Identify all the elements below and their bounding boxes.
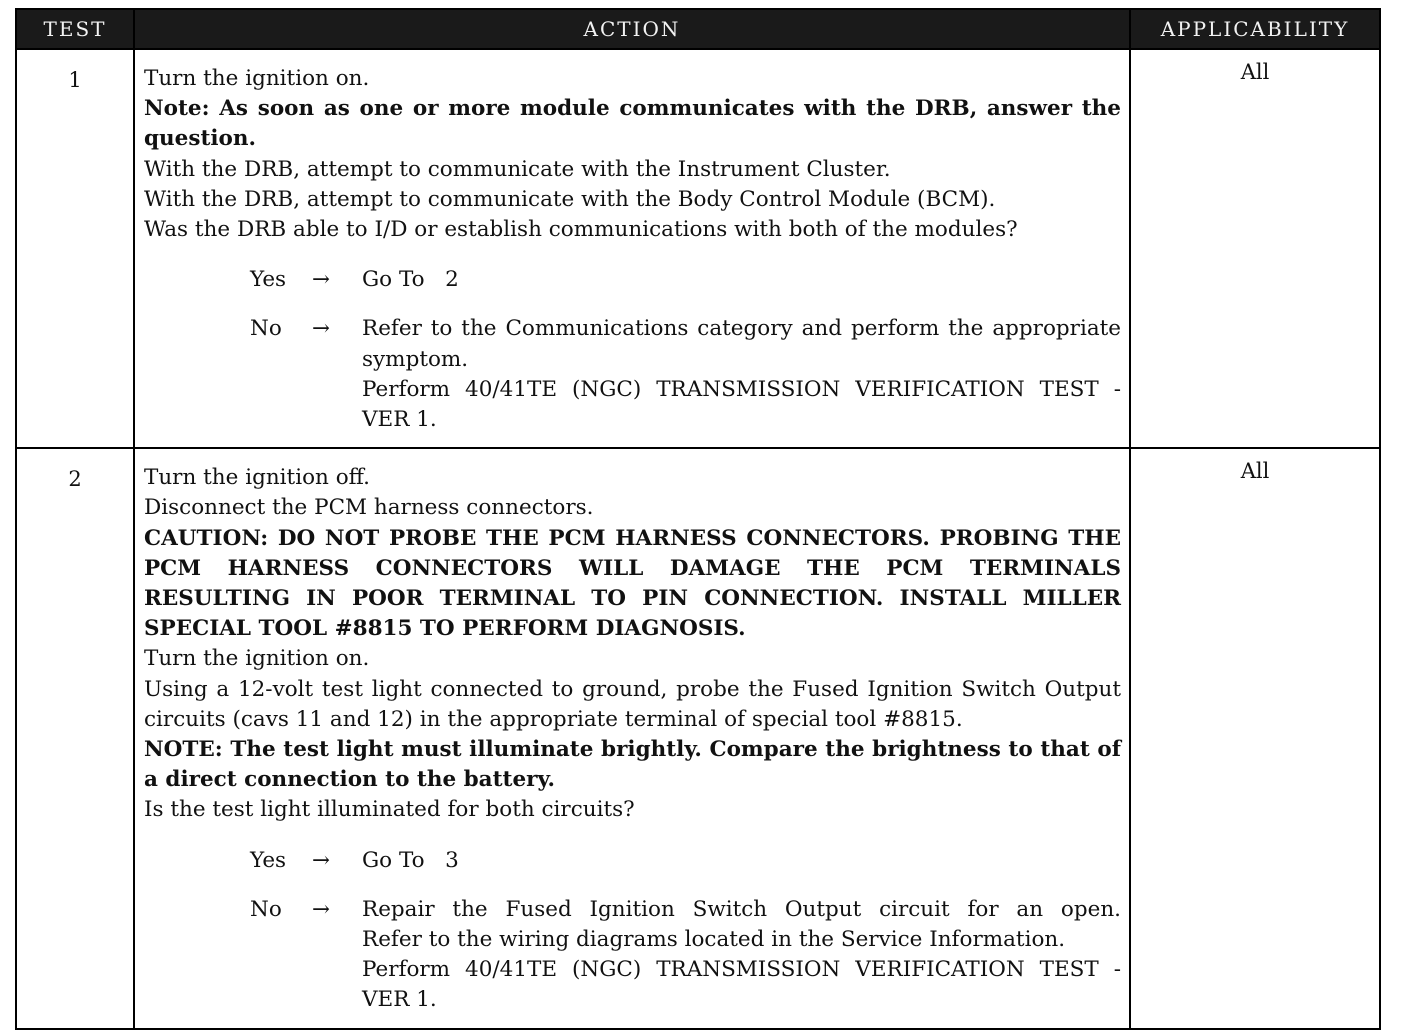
action-line: Turn the ignition off. bbox=[144, 465, 370, 491]
arrow-icon: → bbox=[312, 316, 331, 342]
header-action: ACTION bbox=[134, 9, 1130, 49]
yes-branch bbox=[250, 265, 1121, 295]
yes-label: Yes bbox=[250, 267, 287, 293]
no-label: No bbox=[250, 896, 282, 922]
diagnostic-test-table bbox=[15, 8, 1381, 1030]
no-result-text: Refer to the Communications category and perform the appropriate symptom. bbox=[362, 316, 1121, 372]
no-result-text: Repair the Fused Ignition Switch Output circuit for an open. bbox=[362, 896, 1121, 922]
action-question: Was the DRB able to I/D or establish communications with both of the modules? bbox=[144, 217, 1018, 243]
no-label: No bbox=[250, 316, 282, 342]
header-test: TEST bbox=[16, 9, 134, 49]
action-line: With the DRB, attempt to communicate with the Instrument Cluster. bbox=[144, 156, 891, 182]
action-line: Disconnect the PCM harness connectors. bbox=[144, 495, 594, 521]
no-result bbox=[362, 314, 1121, 435]
applicability-value: All bbox=[1130, 49, 1380, 448]
yes-result: Go To 3 bbox=[362, 847, 459, 873]
no-result-text: Refer to the wiring diagrams located in the Service Information. bbox=[362, 927, 1066, 953]
action-cell bbox=[134, 49, 1130, 448]
table-row bbox=[16, 448, 1380, 1028]
action-line: Using a 12-volt test light connected to ground, probe the Fused Ignition Switch Output circuits (cavs 11 and 12) in the appropriate terminal of special tool #8815. bbox=[144, 676, 1121, 732]
action-line: Turn the ignition on. bbox=[144, 646, 370, 672]
verification-test-ref: Perform 40/41TE (NGC) TRANSMISSION VERIFICATION TEST - VER 1. bbox=[362, 376, 1121, 433]
yes-branch bbox=[250, 846, 1121, 876]
action-line: With the DRB, attempt to communicate with the Body Control Module (BCM). bbox=[144, 186, 996, 212]
action-line: Turn the ignition on. bbox=[144, 66, 370, 91]
arrow-icon: → bbox=[312, 267, 331, 293]
verification-test-ref: Perform 40/41TE (NGC) TRANSMISSION VERIFICATION TEST - VER 1. bbox=[362, 957, 1121, 1013]
header-applicability: APPLICABILITY bbox=[1130, 9, 1380, 49]
no-branch bbox=[250, 895, 1121, 1016]
table-row bbox=[16, 49, 1380, 448]
action-note: NOTE: The test light must illuminate brightly. Compare the brightness to that of a direct connection to the battery. bbox=[144, 737, 1121, 793]
action-question: Is the test light illuminated for both circuits? bbox=[144, 797, 635, 823]
action-note: Note: As soon as one or more module communicates with the DRB, answer the question. bbox=[144, 96, 1121, 152]
action-cell bbox=[134, 448, 1130, 1028]
table-header-row bbox=[16, 9, 1380, 49]
arrow-icon: → bbox=[312, 896, 331, 922]
test-number: 1 bbox=[16, 49, 134, 448]
yes-label: Yes bbox=[250, 847, 287, 873]
arrow-icon: → bbox=[312, 847, 331, 873]
no-branch bbox=[250, 314, 1121, 435]
applicability-value: All bbox=[1130, 448, 1380, 1028]
action-caution: CAUTION: DO NOT PROBE THE PCM HARNESS CONNECTORS. PROBING THE PCM HARNESS CONNECTORS WILL DAMAGE THE PCM TERMINALS RESULTING IN POOR TERMINAL TO PIN CONNECTION. INSTALL MILLER SPECIAL TOOL #8815 TO PERFORM DIAGNOSIS. bbox=[144, 525, 1121, 642]
no-result bbox=[362, 895, 1121, 1016]
test-number: 2 bbox=[16, 448, 134, 1028]
yes-result: Go To 2 bbox=[362, 267, 459, 293]
